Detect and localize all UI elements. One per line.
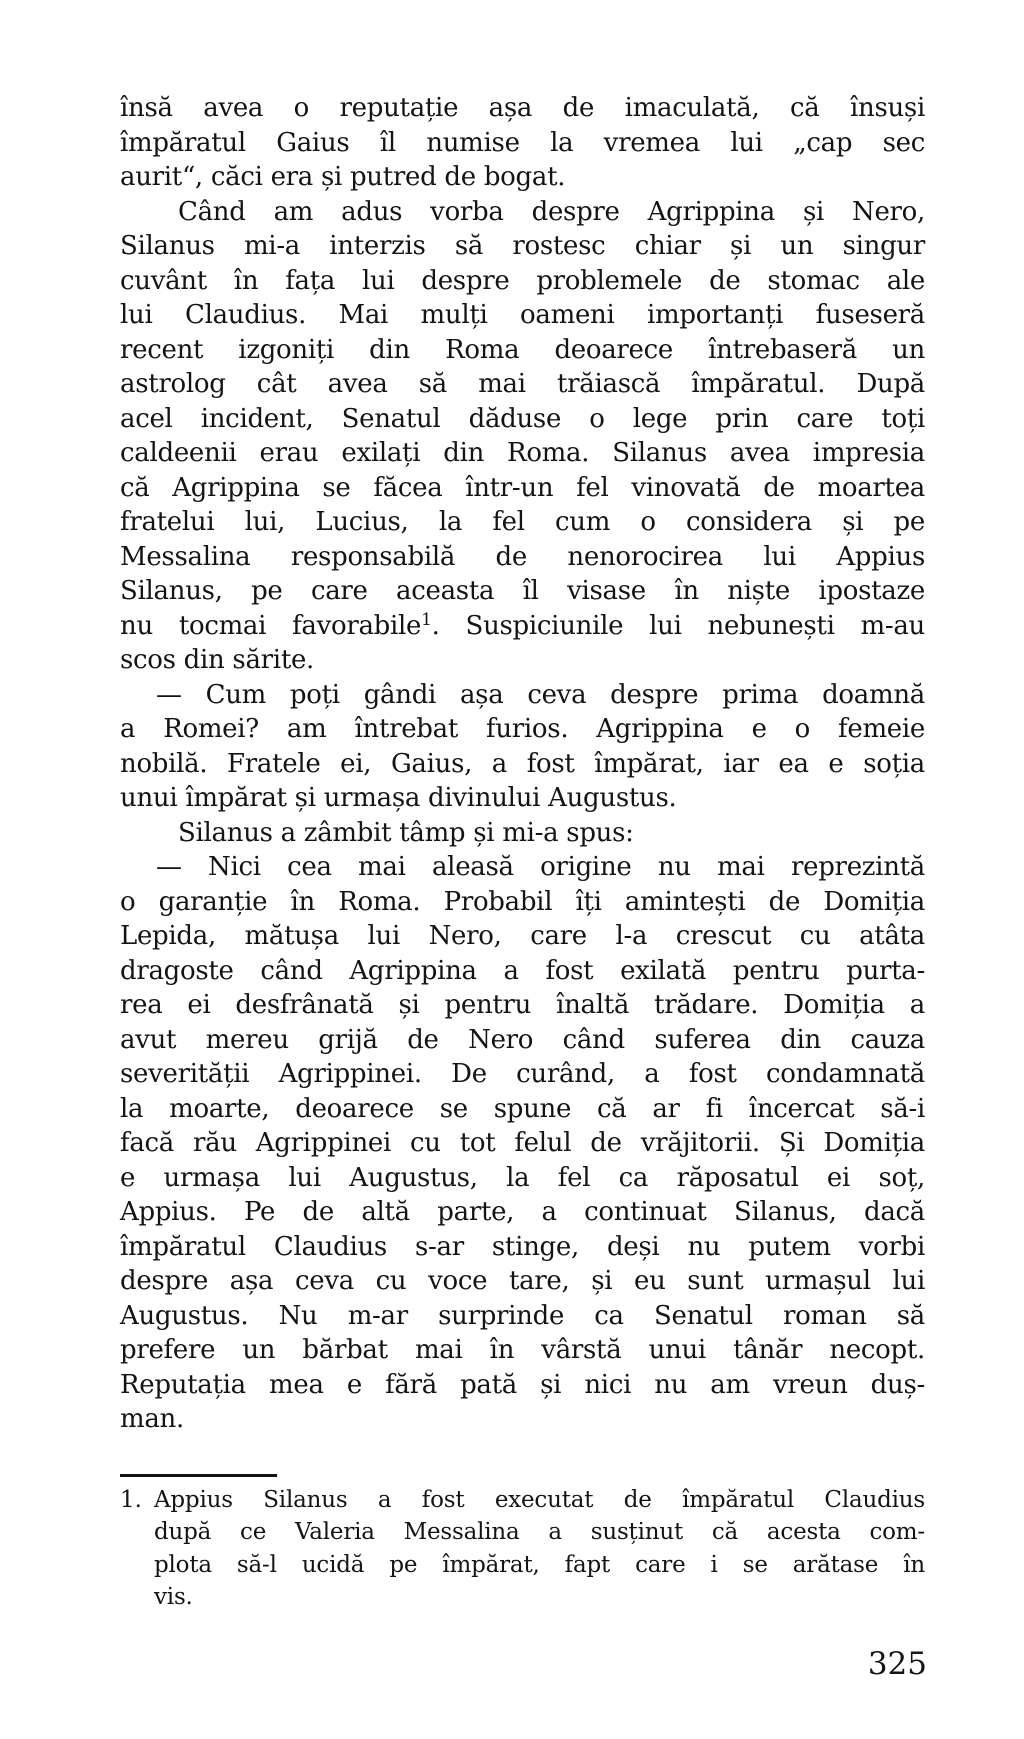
text-line: Augustus. Nu m-ar surprinde ca Senatul roman să — [120, 1300, 925, 1331]
text-line: Appius Silanus a fost executat de împăratul Claudius — [154, 1487, 925, 1513]
body-text — [120, 91, 925, 1437]
text-line: că Agrippina se făcea într-un fel vinovată de moartea — [120, 472, 925, 503]
text-line: severității Agrippinei. De curând, a fost condamnată — [120, 1059, 925, 1089]
footnote — [120, 1484, 925, 1613]
text-line: Messalina responsabilă de nenorocirea lui Appius — [120, 541, 925, 572]
text-line: o garanție în Roma. Probabil îți amintești de Domiția — [120, 886, 925, 917]
text-line: lui Claudius. Mai mulți oameni importanți fuseseră — [120, 300, 925, 330]
text-segment: nu tocmai favorabile — [120, 610, 422, 641]
text-line: Appius. Pe de altă parte, a continuat Silanus, dacă — [120, 1197, 925, 1227]
text-line: rea ei desfrânată și pentru înaltă trădare. Domiția a — [120, 990, 925, 1020]
text-line: scos din sărite. — [120, 645, 315, 675]
text-line: astrolog cât avea să mai trăiască împăratul. După — [120, 369, 925, 399]
text-line: despre așa ceva cu voce tare, și eu sunt urmașul lui — [120, 1266, 925, 1296]
footnote-marker: 1. — [120, 1487, 142, 1513]
text-line: e urmașa lui Augustus, la fel ca răposatul ei soț, — [120, 1162, 925, 1193]
text-line: vis. — [154, 1583, 193, 1610]
text-line: recent izgoniți din Roma deoarece întrebaseră un — [120, 334, 925, 365]
page-number: 325 — [867, 1646, 927, 1682]
text-line — [120, 609, 925, 644]
text-line: acel incident, Senatul dăduse o lege prin care toți — [120, 403, 925, 434]
text-line: avut mereu grijă de Nero când suferea din cauza — [120, 1024, 925, 1055]
text-line: dragoste când Agrippina a fost exilată pentru purta- — [120, 955, 925, 986]
text-line: — Cum poți gândi așa ceva despre prima doamnă — [156, 679, 925, 710]
text-line: prefere un bărbat mai în vârstă unui tânăr necopt. — [120, 1335, 925, 1365]
text-line: unui împărat și urmașa divinului Augustus. — [120, 783, 677, 813]
text-line: la moarte, deoarece se spune că ar fi încercat să-i — [120, 1093, 925, 1124]
text-line: aurit“, căci era și putred de bogat. — [120, 162, 566, 192]
text-line: nobilă. Fratele ei, Gaius, a fost împărat, iar ea e soția — [120, 748, 925, 779]
text-line: Lepida, mătușa lui Nero, care l-a crescut cu atâta — [120, 921, 925, 951]
text-line: plota să-l ucidă pe împărat, fapt care i se arătase în — [154, 1551, 925, 1578]
text-line: Reputația mea e fără pată și nici nu am vreun duș- — [120, 1369, 925, 1400]
text-line: Când am adus vorba despre Agrippina și Nero, — [178, 196, 925, 227]
text-line: împăratul Claudius s-ar stinge, deși nu putem vorbi — [120, 1231, 925, 1262]
text-line: — Nici cea mai aleasă origine nu mai reprezintă — [156, 852, 925, 882]
text-line: man. — [120, 1404, 184, 1434]
footnote-separator-rule — [120, 1474, 277, 1477]
text-line: Silanus, pe care aceasta îl visase în niște ipostaze — [120, 576, 925, 606]
footnote-text — [154, 1484, 925, 1613]
footnote-reference: 1 — [421, 609, 432, 630]
text-line: caldeenii erau exilați din Roma. Silanus avea impresia — [120, 438, 925, 468]
text-line: însă avea o reputație așa de imaculată, că însuși — [120, 93, 925, 123]
text-line: cuvânt în fața lui despre problemele de stomac ale — [120, 265, 925, 296]
text-line: Silanus mi-a interzis să rostesc chiar și un singur — [120, 231, 925, 261]
text-line: fratelui lui, Lucius, la fel cum o considera și pe — [120, 507, 925, 537]
text-segment: . Suspiciunile lui nebunești m-au — [431, 610, 925, 641]
text-line: Silanus a zâmbit tâmp și mi-a spus: — [178, 817, 634, 848]
text-line: a Romei? am întrebat furios. Agrippina e o femeie — [120, 714, 925, 744]
text-line: împăratul Gaius îl numise la vremea lui „cap sec — [120, 127, 925, 158]
text-line: facă rău Agrippinei cu tot felul de vrăjitorii. Și Domiția — [120, 1128, 925, 1158]
text-line: după ce Valeria Messalina a susținut că acesta com- — [154, 1519, 925, 1546]
